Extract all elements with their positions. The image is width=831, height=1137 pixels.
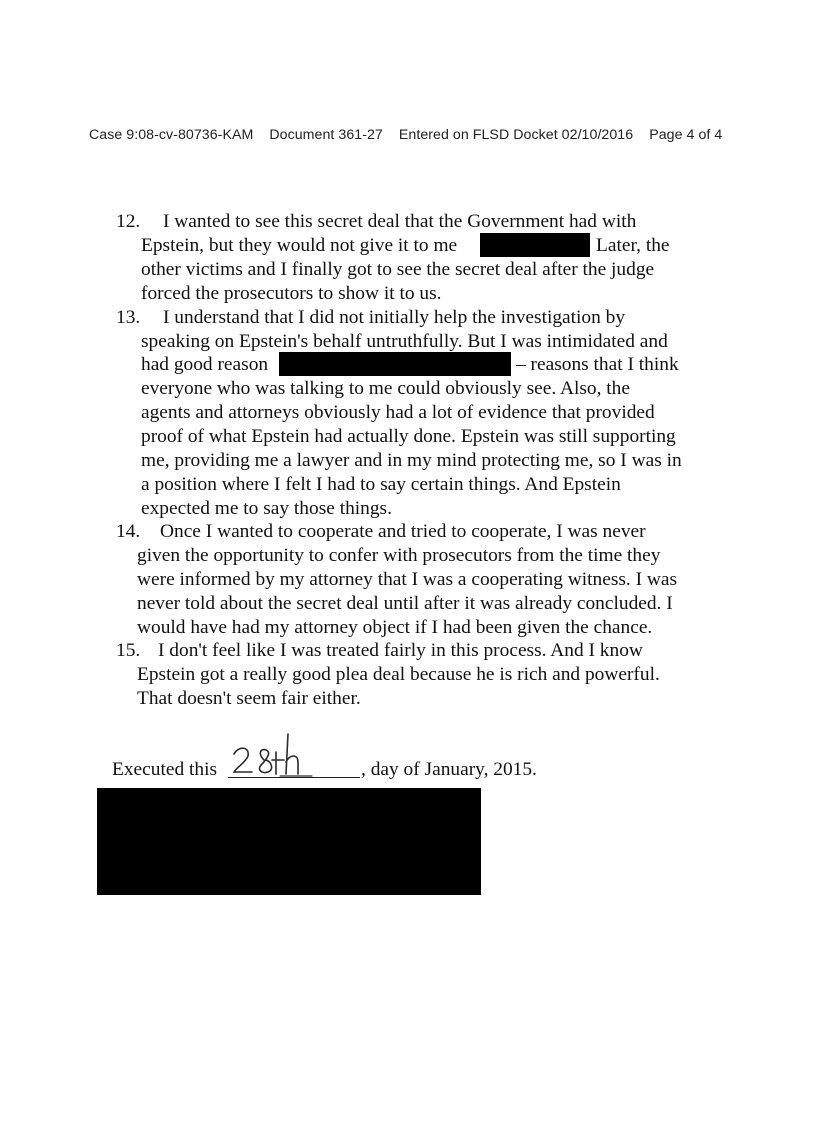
- paragraph-line: would have had my attorney object if I had been given the chance.: [137, 617, 653, 638]
- paragraph-line: I don't feel like I was treated fairly in this process. And I know: [158, 640, 643, 661]
- paragraph-number: 15.: [116, 640, 141, 661]
- paragraph-line: Later, the: [596, 235, 670, 256]
- paragraph-number: 13.: [116, 307, 141, 328]
- paragraph-line: never told about the secret deal until after it was already concluded. I: [137, 593, 673, 614]
- paragraph-line: agents and attorneys obviously had a lot of evidence that provided: [141, 402, 655, 423]
- executed-prefix: Executed this: [112, 759, 218, 780]
- handwritten-day: [228, 732, 318, 785]
- document-number: Document 361-27: [269, 127, 383, 143]
- paragraph-line: were informed by my attorney that I was a cooperating witness. I was: [137, 569, 678, 590]
- paragraph-line: speaking on Epstein's behalf untruthfully. But I was intimidated and: [141, 331, 668, 352]
- paragraph-line: me, providing me a lawyer and in my mind protecting me, so I was in: [141, 450, 682, 471]
- paragraph-line: given the opportunity to confer with prosecutors from the time they: [137, 545, 661, 566]
- handwriting-glyph: [228, 732, 318, 780]
- docket-entry: Entered on FLSD Docket 02/10/2016: [398, 127, 634, 143]
- page-number: Page 4 of 4: [649, 127, 723, 143]
- docket-header: [89, 127, 734, 143]
- executed-suffix: , day of January, 2015.: [361, 759, 537, 780]
- paragraph-line: had good reason: [141, 354, 269, 375]
- paragraph-number: 14.: [116, 521, 141, 542]
- paragraph-line: proof of what Epstein had actually done. Epstein was still supporting: [141, 426, 676, 447]
- redaction-block: [480, 233, 590, 257]
- paragraph-line: forced the prosecutors to show it to us.: [141, 283, 442, 304]
- paragraph-line: That doesn't seem fair either.: [137, 688, 361, 709]
- paragraph-line: I wanted to see this secret deal that the Government had with: [163, 211, 637, 232]
- paragraph-line: Once I wanted to cooperate and tried to cooperate, I was never: [160, 521, 646, 542]
- redaction-block: [279, 352, 511, 376]
- paragraph-number: 12.: [116, 211, 141, 232]
- paragraph-line: everyone who was talking to me could obviously see. Also, the: [141, 378, 630, 399]
- paragraph-line: Epstein got a really good plea deal because he is rich and powerful.: [137, 664, 660, 685]
- paragraph-line: a position where I felt I had to say certain things. And Epstein: [141, 474, 621, 495]
- paragraph-line: – reasons that I think: [516, 354, 679, 375]
- paragraph-line: Epstein, but they would not give it to me: [141, 235, 458, 256]
- paragraph-line: expected me to say those things.: [141, 498, 392, 519]
- paragraph-line: other victims and I finally got to see the secret deal after the judge: [141, 259, 655, 280]
- signature-redaction-block: [97, 788, 481, 895]
- case-number: Case 9:08-cv-80736-KAM: [89, 127, 254, 143]
- paragraph-line: I understand that I did not initially help the investigation by: [163, 307, 626, 328]
